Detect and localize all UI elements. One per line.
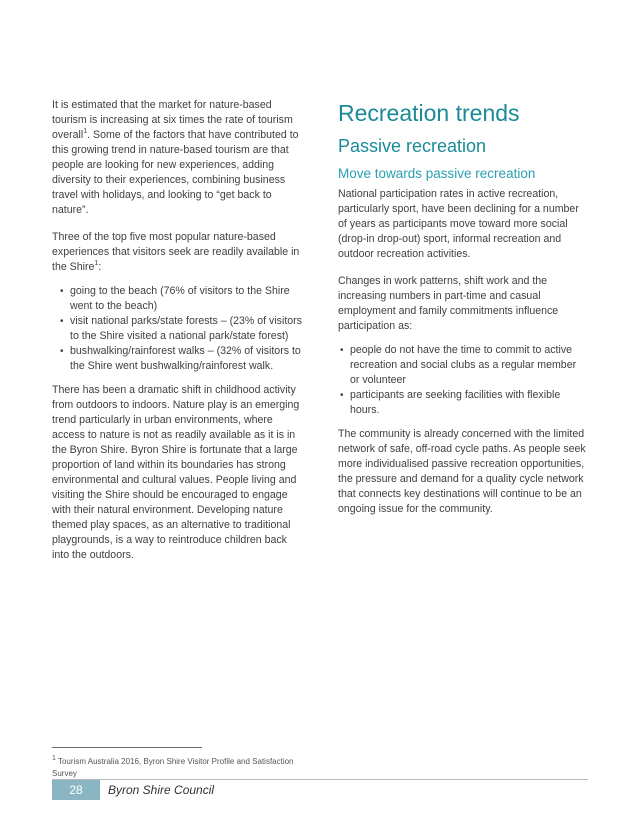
experiences-list [60,284,304,374]
subsection-heading: Move towards passive recreation [338,166,536,181]
bullet-icon: • [340,345,344,356]
list-item [60,314,304,344]
list-item [60,284,304,314]
nature-play-paragraph: There has been a dramatic shift in childhood activity from outdoors to indoors. Nature play is an emerging trend particularly in urban environments, where access to nature is not as readily available as it is in the Byron Shire. Byron Shire is fortunate that a large proportion of land within its boundaries has strong environmental and cultural values. People living and visiting the Shire should be encouraged to engage with their natural environment. Developing nature themed play spaces, as an alternative to traditional playgrounds, is a way to reintroduce children back into the outdoors. [52,384,300,561]
footnote-divider [52,747,202,748]
list-item [340,343,588,388]
list-item-text: people do not have the time to commit to active recreation and social clubs as a regular member or volunteer [350,344,577,386]
footnote-text: Tourism Australia 2016, Byron Shire Visitor Profile and Satisfaction Survey [52,757,294,778]
text-run: It is estimated that the market for nature-based tourism is increasing at six times the rate of tourism overall [52,99,293,141]
page-number: 28 [52,780,100,800]
section-subtitle: Passive recreation [338,136,487,156]
participation-list [340,343,588,418]
list-item-text: bushwalking/rainforest walks – (32% of visitors to the Shire went bushwalking/rainforest walk. [70,345,301,372]
list-item [60,344,304,374]
text-run: . Some of the factors that have contributed to this growing trend in nature-based tourism are that people are looking for new experiences, adding diversity to their experiences, combining business travel with holidays, and looking to “get back to nature”. [52,129,299,216]
work-patterns-paragraph: Changes in work patterns, shift work and the increasing numbers in part-time and casual employment and family commitments influence participation as: [338,275,559,332]
text-run: Three of the top five most popular nature-based experiences that visitors seek are readily available in the Shire [52,231,300,273]
text-run: : [98,261,102,273]
footnote-number: 1 [52,755,56,762]
right-column [338,97,588,529]
intro-paragraph [52,98,304,218]
list-item-text: participants are seeking facilities with flexible hours. [350,389,561,416]
footer-organisation: Byron Shire Council [108,783,215,797]
section-title: Recreation trends [338,100,520,126]
bullet-icon: • [340,390,344,401]
bullet-icon: • [60,346,64,357]
top-experiences-paragraph [52,230,304,275]
footnote-ref: 1 [83,128,88,135]
footnote-ref: 1 [94,260,99,267]
cycle-paths-paragraph: The community is already concerned with the limited network of safe, off-road cycle paths. As people seek more individualised passive recreation opportunities, the pressure and demand for a quality cycle network that connects key destinations will continue to be an ongoing issue for the community. [338,428,586,515]
list-item [340,388,588,418]
bullet-icon: • [60,316,64,327]
list-item-text: visit national parks/state forests – (23% of visitors to the Shire visited a national park/state forest) [70,315,302,342]
participation-paragraph: National participation rates in active recreation, particularly sport, have been declining for a number of years as participants move toward more social (drop-in drop-out) sport, informal recreation and outdoor recreation activities. [338,188,579,260]
bullet-icon: • [60,286,64,297]
footnote [52,756,312,780]
left-column [52,98,304,575]
list-item-text: going to the beach (76% of visitors to the Shire went to the beach) [70,285,290,312]
